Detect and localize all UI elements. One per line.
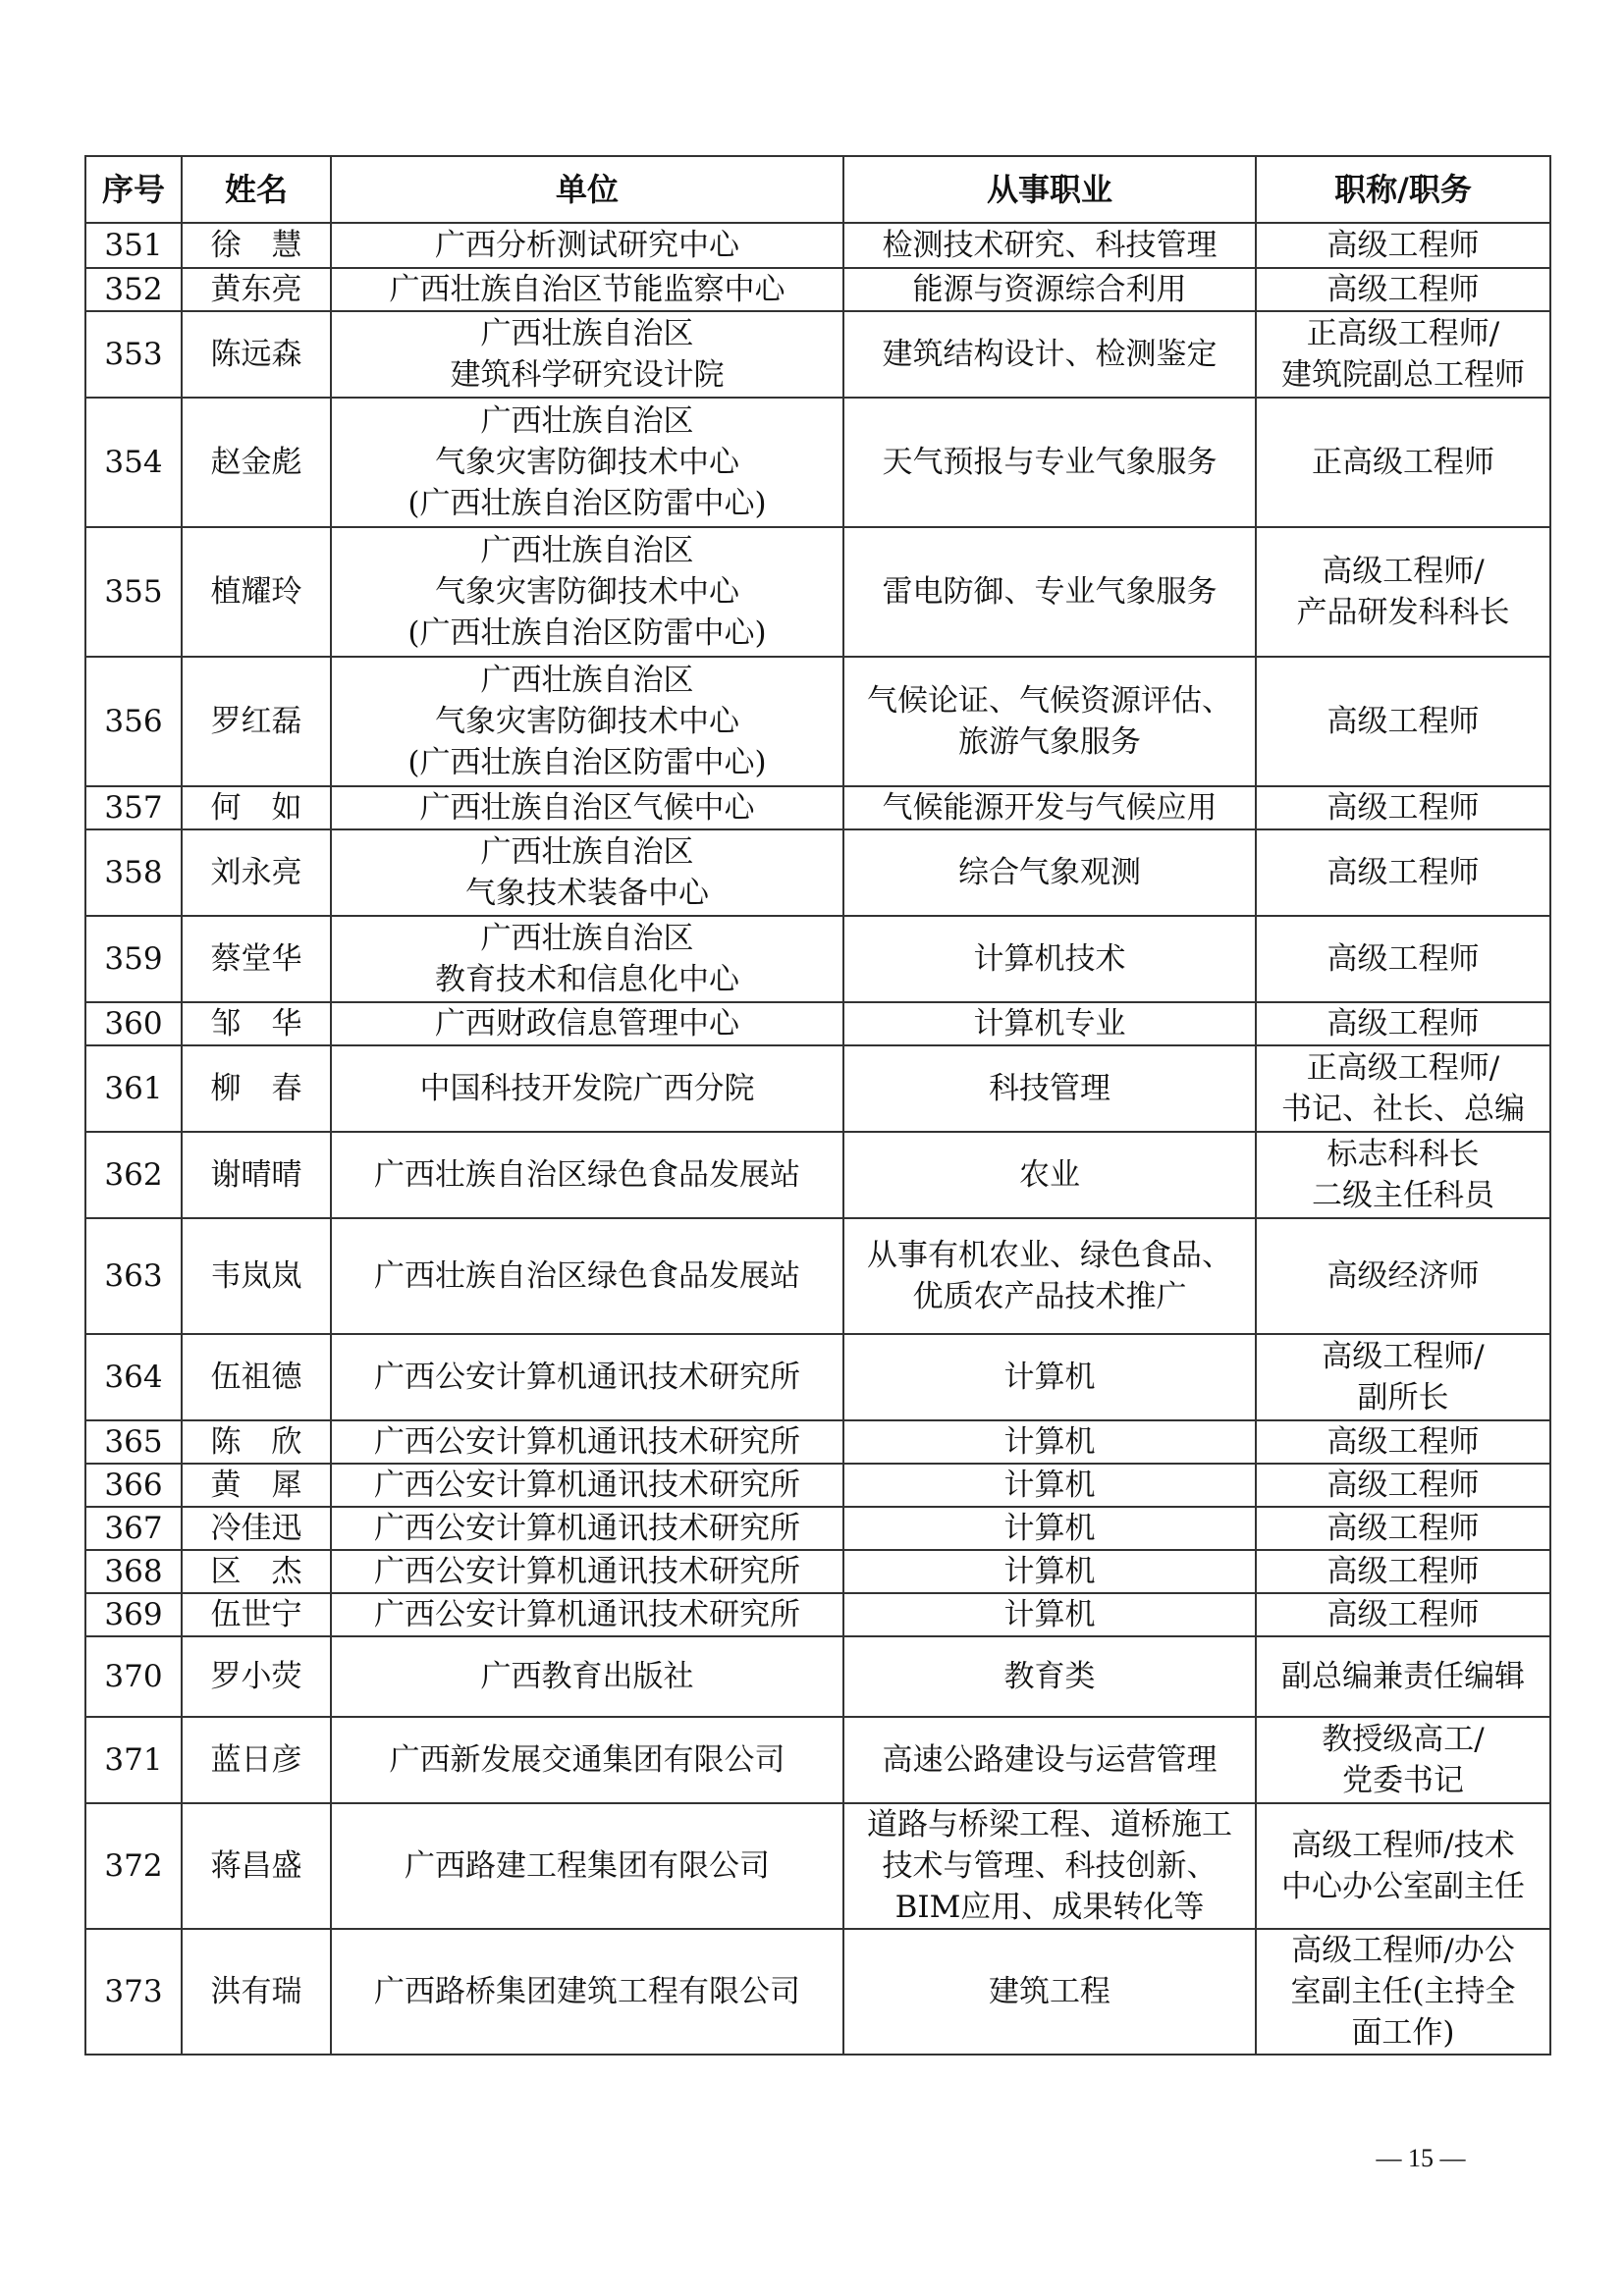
cell-title-position-line: 高级经济师 [1326,1258,1480,1294]
table-row [85,1507,1550,1550]
cell-occupation-line: 计算机 [1003,1554,1096,1589]
cell-unit [331,223,843,268]
cell-title-position-line: 高级工程师 [1326,790,1480,826]
cell-occupation [843,311,1256,398]
cell-name: 邹 华 [182,1002,331,1045]
cell-name: 蓝日彦 [182,1717,331,1803]
cell-title-position-line: 书记、社长、总编 [1281,1092,1525,1127]
cell-title-position-line: 党委书记 [1342,1763,1464,1798]
cell-unit-line: 广西壮族自治区 [480,533,694,568]
table-row [85,223,1550,268]
cell-unit-line: 广西公安计算机通讯技术研究所 [374,1468,800,1503]
cell-occupation [843,1717,1256,1803]
cell-occupation [843,398,1256,527]
cell-serial-number: 370 [85,1636,182,1717]
cell-name: 植耀玲 [182,527,331,657]
cell-unit [331,829,843,916]
cell-serial-number: 366 [85,1464,182,1507]
cell-name: 黄东亮 [182,268,331,311]
cell-occupation-line: 能源与资源综合利用 [912,272,1187,307]
cell-serial-number: 367 [85,1507,182,1550]
cell-occupation-line: 优质农产品技术推广 [912,1279,1187,1314]
cell-occupation [843,1464,1256,1507]
cell-unit [331,1507,843,1550]
cell-unit [331,1636,843,1717]
cell-name: 赵金彪 [182,398,331,527]
cell-title-position-line: 高级工程师 [1326,1597,1480,1632]
cell-serial-number: 368 [85,1550,182,1593]
cell-title-position-line: 副总编兼责任编辑 [1281,1659,1525,1694]
cell-occupation [843,1334,1256,1420]
cell-title-position-line: 建筑院副总工程师 [1281,357,1525,393]
cell-serial-number: 359 [85,916,182,1002]
cell-serial-number: 360 [85,1002,182,1045]
table-row [85,398,1550,527]
cell-unit-line: 气象灾害防御技术中心 [435,574,739,610]
table-row [85,527,1550,657]
cell-serial-number: 352 [85,268,182,311]
cell-title-position [1256,1002,1550,1045]
cell-unit-line: (广西壮族自治区防雷中心) [407,615,767,651]
cell-title-position [1256,657,1550,786]
table-row [85,1717,1550,1803]
cell-name: 蒋昌盛 [182,1803,331,1929]
cell-occupation [843,1132,1256,1218]
cell-occupation [843,1929,1256,2055]
cell-unit-line: 广西公安计算机通讯技术研究所 [374,1597,800,1632]
cell-unit [331,1045,843,1132]
table-row [85,657,1550,786]
cell-unit [331,1717,843,1803]
cell-name: 冷佳迅 [182,1507,331,1550]
cell-occupation-line: 建筑工程 [989,1974,1110,2009]
cell-occupation [843,1550,1256,1593]
cell-unit-line: 气象灾害防御技术中心 [435,704,739,739]
cell-serial-number: 353 [85,311,182,398]
cell-title-position [1256,1593,1550,1636]
cell-title-position-line: 高级工程师/ [1322,1339,1485,1374]
cell-name: 罗红磊 [182,657,331,786]
cell-unit-line: 广西财政信息管理中心 [435,1006,739,1041]
cell-occupation-line: 计算机 [1003,1597,1096,1632]
cell-unit [331,1593,843,1636]
cell-unit [331,1420,843,1464]
cell-title-position-line: 正高级工程师/ [1306,316,1500,351]
cell-title-position-line: 正高级工程师/ [1306,1050,1500,1086]
cell-title-position-line: 高级工程师/办公 [1291,1933,1515,1968]
cell-occupation [843,1218,1256,1334]
cell-unit-line: 气象灾害防御技术中心 [435,445,739,480]
cell-title-position-line: 高级工程师/技术 [1291,1828,1515,1863]
cell-name: 韦岚岚 [182,1218,331,1334]
cell-occupation [843,657,1256,786]
cell-title-position [1256,1334,1550,1420]
cell-serial-number: 351 [85,223,182,268]
cell-unit [331,786,843,829]
cell-title-position-line: 高级工程师 [1326,941,1480,977]
cell-title-position-line: 高级工程师 [1326,228,1480,263]
table-row [85,1045,1550,1132]
cell-name: 伍世宁 [182,1593,331,1636]
table-body [85,223,1550,2055]
cell-unit-line: 广西新发展交通集团有限公司 [389,1742,785,1778]
table-row [85,1929,1550,2055]
cell-name: 徐 慧 [182,223,331,268]
cell-serial-number: 365 [85,1420,182,1464]
cell-occupation [843,1420,1256,1464]
cell-occupation [843,916,1256,1002]
table-row [85,311,1550,398]
cell-title-position-line: 产品研发科科长 [1296,595,1510,630]
cell-unit-line: 广西壮族自治区 [480,403,694,439]
cell-unit [331,268,843,311]
cell-occupation-line: 旅游气象服务 [958,724,1141,760]
cell-name: 柳 春 [182,1045,331,1132]
table-row [85,1334,1550,1420]
cell-unit [331,1218,843,1334]
cell-occupation [843,1636,1256,1717]
cell-unit [331,1803,843,1929]
header-unit: 单位 [331,156,843,223]
cell-serial-number: 356 [85,657,182,786]
cell-unit-line: 广西壮族自治区 [480,316,694,351]
cell-title-position-line: 标志科科长 [1326,1137,1480,1172]
cell-name: 区 杰 [182,1550,331,1593]
cell-title-position [1256,1717,1550,1803]
cell-title-position [1256,268,1550,311]
cell-occupation [843,527,1256,657]
table-row [85,268,1550,311]
table-row [85,1593,1550,1636]
cell-occupation-line: 技术与管理、科技创新、 [882,1848,1218,1884]
cell-occupation [843,1002,1256,1045]
cell-unit-line: 广西教育出版社 [480,1659,694,1694]
cell-serial-number: 364 [85,1334,182,1420]
cell-title-position-line: 高级工程师 [1326,1006,1480,1041]
cell-unit-line: 广西壮族自治区 [480,834,694,870]
cell-title-position-line: 高级工程师 [1326,1511,1480,1546]
cell-occupation-line: 计算机技术 [973,941,1126,977]
cell-unit-line: 广西公安计算机通讯技术研究所 [374,1424,800,1460]
cell-unit-line: 广西公安计算机通讯技术研究所 [374,1360,800,1395]
cell-unit-line: (广西壮族自治区防雷中心) [407,486,767,521]
table-row [85,829,1550,916]
cell-unit-line: 广西公安计算机通讯技术研究所 [374,1511,800,1546]
cell-serial-number: 354 [85,398,182,527]
cell-occupation-line: 从事有机农业、绿色食品、 [867,1238,1232,1273]
cell-serial-number: 358 [85,829,182,916]
cell-occupation-line: BIM应用、成果转化等 [894,1890,1205,1925]
table-header-row [85,156,1550,223]
table-row [85,786,1550,829]
cell-name: 蔡堂华 [182,916,331,1002]
cell-occupation-line: 科技管理 [989,1071,1110,1106]
cell-title-position [1256,527,1550,657]
cell-occupation-line: 计算机 [1003,1424,1096,1460]
table-row [85,1803,1550,1929]
cell-occupation-line: 道路与桥梁工程、道桥施工 [867,1807,1232,1842]
table-row [85,1132,1550,1218]
cell-occupation-line: 计算机专业 [973,1006,1126,1041]
cell-name: 伍祖德 [182,1334,331,1420]
cell-occupation [843,1045,1256,1132]
header-title-position: 职称/职务 [1256,156,1550,223]
table-row [85,1550,1550,1593]
cell-unit-line: 广西路桥集团建筑工程有限公司 [374,1974,800,2009]
table-row [85,916,1550,1002]
cell-unit-line: 广西壮族自治区 [480,663,694,698]
cell-title-position-line: 面工作) [1351,2015,1455,2051]
cell-occupation [843,829,1256,916]
cell-name: 罗小荧 [182,1636,331,1717]
cell-title-position-line: 高级工程师 [1326,1424,1480,1460]
cell-name: 黄 犀 [182,1464,331,1507]
cell-title-position [1256,1550,1550,1593]
cell-unit [331,657,843,786]
cell-serial-number: 362 [85,1132,182,1218]
cell-occupation [843,1507,1256,1550]
roster-table [84,155,1551,2056]
header-name: 姓名 [182,156,331,223]
cell-title-position-line: 高级工程师 [1326,855,1480,890]
cell-unit [331,1464,843,1507]
cell-unit [331,916,843,1002]
cell-occupation-line: 综合气象观测 [958,855,1141,890]
cell-unit-line: 建筑科学研究设计院 [450,357,725,393]
table-row [85,1636,1550,1717]
cell-title-position-line: 高级工程师 [1326,1554,1480,1589]
cell-occupation-line: 检测技术研究、科技管理 [882,228,1218,263]
cell-unit [331,527,843,657]
cell-unit-line: 广西壮族自治区 [480,921,694,956]
cell-title-position [1256,786,1550,829]
cell-occupation-line: 农业 [1019,1157,1080,1193]
cell-name: 洪有瑞 [182,1929,331,2055]
cell-title-position [1256,1636,1550,1717]
cell-serial-number: 355 [85,527,182,657]
cell-serial-number: 361 [85,1045,182,1132]
cell-title-position-line: 高级工程师/ [1322,554,1485,589]
cell-occupation [843,786,1256,829]
cell-unit-line: 中国科技开发院广西分院 [419,1071,755,1106]
cell-unit-line: 气象技术装备中心 [465,876,709,911]
cell-unit [331,311,843,398]
cell-unit-line: 广西壮族自治区气候中心 [419,790,755,826]
cell-occupation [843,268,1256,311]
cell-occupation-line: 计算机 [1003,1468,1096,1503]
cell-name: 刘永亮 [182,829,331,916]
cell-unit-line: 广西壮族自治区绿色食品发展站 [374,1157,800,1193]
cell-title-position-line: 室副主任(主持全 [1290,1974,1516,2009]
cell-name: 何 如 [182,786,331,829]
cell-title-position-line: 高级工程师 [1326,272,1480,307]
table-row [85,1218,1550,1334]
cell-title-position [1256,311,1550,398]
cell-name: 陈远森 [182,311,331,398]
cell-title-position [1256,1045,1550,1132]
cell-occupation-line: 雷电防御、专业气象服务 [882,574,1218,610]
cell-unit [331,1929,843,2055]
cell-unit-line: 广西壮族自治区节能监察中心 [389,272,785,307]
header-occupation: 从事职业 [843,156,1256,223]
cell-title-position-line: 二级主任科员 [1312,1178,1494,1213]
cell-title-position [1256,829,1550,916]
cell-occupation-line: 建筑结构设计、检测鉴定 [882,337,1218,372]
cell-occupation-line: 气候能源开发与气候应用 [882,790,1218,826]
cell-title-position [1256,1929,1550,2055]
cell-unit-line: 广西壮族自治区绿色食品发展站 [374,1258,800,1294]
cell-title-position [1256,916,1550,1002]
cell-serial-number: 369 [85,1593,182,1636]
cell-name: 谢晴晴 [182,1132,331,1218]
cell-unit [331,1132,843,1218]
cell-title-position-line: 教授级高工/ [1322,1722,1485,1757]
cell-title-position-line: 高级工程师 [1326,1468,1480,1503]
cell-title-position [1256,1464,1550,1507]
cell-serial-number: 357 [85,786,182,829]
cell-title-position [1256,223,1550,268]
cell-occupation-line: 气候论证、气候资源评估、 [867,683,1232,719]
table-row [85,1002,1550,1045]
header-serial-number: 序号 [85,156,182,223]
cell-title-position-line: 中心办公室副主任 [1281,1869,1525,1904]
cell-occupation [843,1803,1256,1929]
cell-title-position-line: 副所长 [1357,1380,1449,1415]
cell-unit [331,1550,843,1593]
cell-occupation [843,1593,1256,1636]
cell-serial-number: 363 [85,1218,182,1334]
cell-title-position [1256,1803,1550,1929]
cell-serial-number: 372 [85,1803,182,1929]
cell-unit-line: 广西分析测试研究中心 [435,228,739,263]
cell-name: 陈 欣 [182,1420,331,1464]
table-row [85,1464,1550,1507]
cell-title-position-line: 正高级工程师 [1312,445,1494,480]
cell-occupation-line: 天气预报与专业气象服务 [882,445,1218,480]
page-number: — 15 — [1376,2144,1466,2172]
cell-title-position [1256,1218,1550,1334]
cell-occupation-line: 高速公路建设与运营管理 [882,1742,1218,1778]
cell-unit-line: 广西路建工程集团有限公司 [405,1848,770,1884]
cell-title-position [1256,1507,1550,1550]
cell-serial-number: 373 [85,1929,182,2055]
cell-title-position [1256,398,1550,527]
cell-occupation [843,223,1256,268]
cell-occupation-line: 教育类 [1003,1659,1096,1694]
cell-title-position [1256,1132,1550,1218]
cell-unit [331,1002,843,1045]
cell-title-position [1256,1420,1550,1464]
cell-unit [331,1334,843,1420]
cell-occupation-line: 计算机 [1003,1511,1096,1546]
cell-serial-number: 371 [85,1717,182,1803]
cell-title-position-line: 高级工程师 [1326,704,1480,739]
cell-unit-line: (广西壮族自治区防雷中心) [407,745,767,780]
table-row [85,1420,1550,1464]
cell-unit-line: 广西公安计算机通讯技术研究所 [374,1554,800,1589]
cell-occupation-line: 计算机 [1003,1360,1096,1395]
cell-unit-line: 教育技术和信息化中心 [435,962,739,997]
cell-unit [331,398,843,527]
